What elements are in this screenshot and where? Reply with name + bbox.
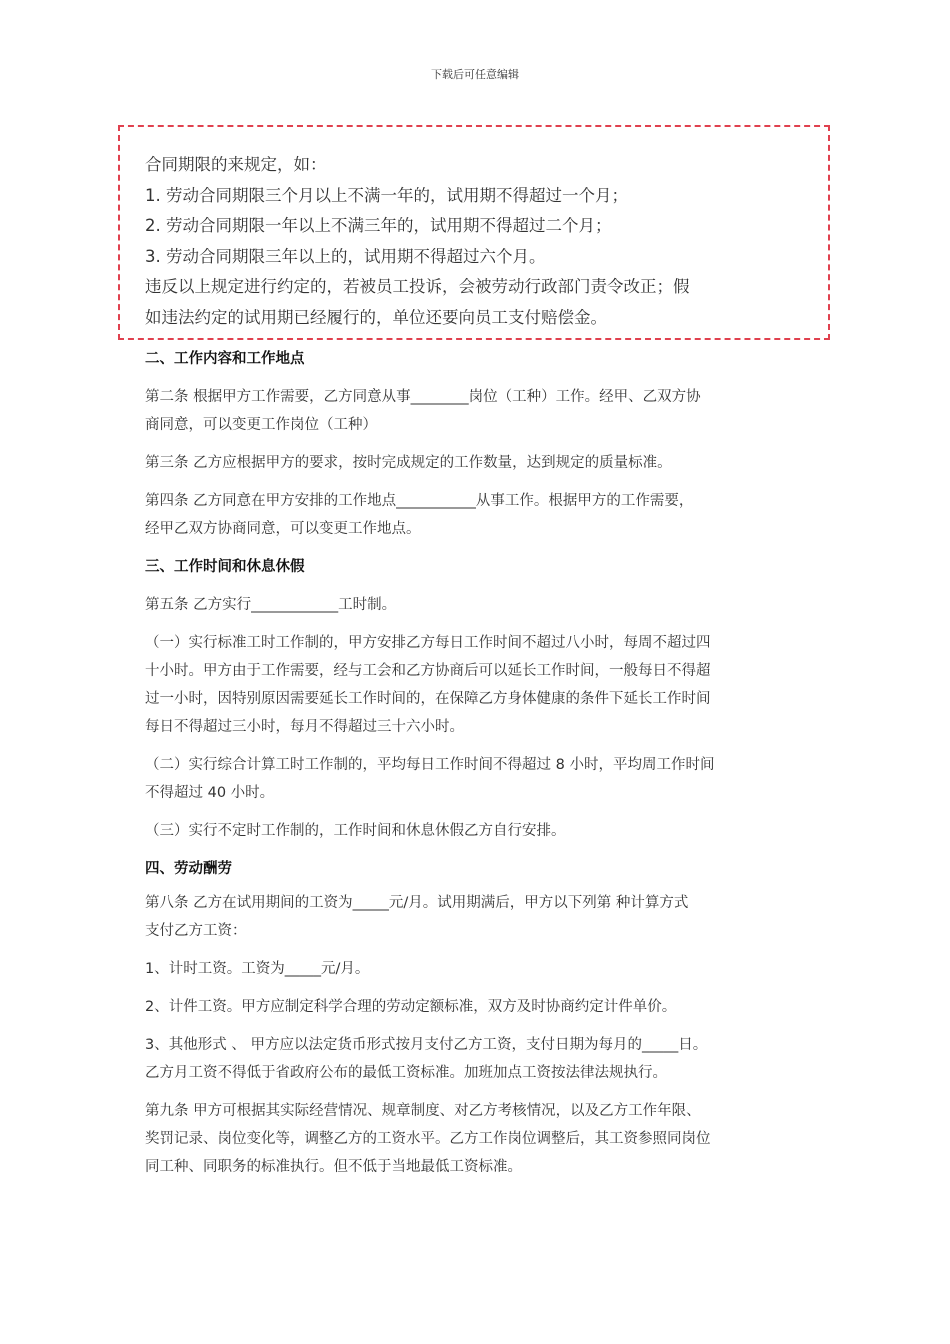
- callout-line: 1. 劳动合同期限三个月以上不满一年的，试用期不得超过一个月；: [145, 185, 628, 205]
- callout-line: 2. 劳动合同期限一年以上不满三年的，试用期不得超过二个月；: [145, 216, 612, 235]
- pay-option-3-line: 3、其他形式 、 甲方应以法定货币形式按月支付乙方工资，支付日期为每月的_____日。: [145, 1037, 708, 1053]
- item-1-line: 十小时。甲方由于工作需要，经与工会和乙方协商后可以延长工作时间，一般每日不得超: [145, 663, 711, 679]
- article-3: 第三条 乙方应根据甲方的要求，按时完成规定的工作数量，达到规定的质量标准。: [145, 455, 672, 471]
- callout-line: 3. 劳动合同期限三年以上的，试用期不得超过六个月。: [145, 246, 546, 266]
- page-header-note: 下载后可任意编辑: [431, 68, 519, 81]
- article-2-line: 第二条 根据甲方工作需要，乙方同意从事________岗位（工种）工作。经甲、乙双方协: [145, 389, 701, 405]
- callout-line: 如违法约定的试用期已经履行的，单位还要向员工支付赔偿金。: [145, 307, 607, 327]
- article-9-line: 同工种、同职务的标准执行。但不低于当地最低工资标准。: [145, 1159, 522, 1175]
- section-heading: 三、工作时间和休息休假: [145, 559, 305, 575]
- article-8-line: 支付乙方工资：: [145, 923, 247, 939]
- item-2-line: 不得超过 40 小时。: [145, 785, 275, 801]
- item-2-line: （二）实行综合计算工时工作制的，平均每日工作时间不得超过 8 小时，平均周工作时间: [145, 757, 715, 773]
- item-1-line: 过一小时，因特别原因需要延长工作时间的，在保障乙方身体健康的条件下延长工作时间: [145, 691, 711, 707]
- item-1-line: 每日不得超过三小时，每月不得超过三十六小时。: [145, 719, 464, 735]
- article-5: 第五条 乙方实行____________工时制。: [145, 597, 397, 613]
- pay-option-2: 2、计件工资。甲方应制定科学合理的劳动定额标准，双方及时协商约定计件单价。: [145, 999, 677, 1015]
- article-4-line: 第四条 乙方同意在甲方安排的工作地点___________从事工作。根据甲方的工作需要，: [145, 493, 694, 509]
- article-9-line: 第九条 甲方可根据其实际经营情况、规章制度、对乙方考核情况，以及乙方工作年限、: [145, 1103, 701, 1119]
- pay-option-3-line: 乙方月工资不得低于省政府公布的最低工资标准。加班加点工资按法律法规执行。: [145, 1065, 667, 1081]
- article-4-line: 经甲乙双方协商同意，可以变更工作地点。: [145, 521, 421, 537]
- article-9-line: 奖罚记录、岗位变化等，调整乙方的工资水平。乙方工作岗位调整后，其工资参照同岗位: [145, 1131, 711, 1147]
- document-body: [145, 345, 810, 1181]
- section-heading: 四、劳动酬劳: [145, 861, 232, 877]
- pay-option-1: 1、计时工资。工资为_____元/月。: [145, 961, 370, 977]
- item-1-line: （一）实行标准工时工作制的，甲方安排乙方每日工作时间不超过八小时，每周不超过四: [145, 635, 711, 651]
- callout-line: 违反以上规定进行约定的，若被员工投诉，会被劳动行政部门责令改正；假: [145, 277, 690, 296]
- item-3: （三）实行不定时工作制的，工作时间和休息休假乙方自行安排。: [145, 823, 566, 839]
- article-8-line: 第八条 乙方在试用期间的工资为_____元/月。试用期满后，甲方以下列第 种计算方式: [145, 895, 689, 911]
- article-2-line: 商同意，可以变更工作岗位（工种）: [145, 417, 377, 433]
- callout-line: 合同期限的来规定，如：: [145, 155, 327, 174]
- section-heading: 二、工作内容和工作地点: [145, 351, 305, 367]
- callout-text: [145, 150, 805, 333]
